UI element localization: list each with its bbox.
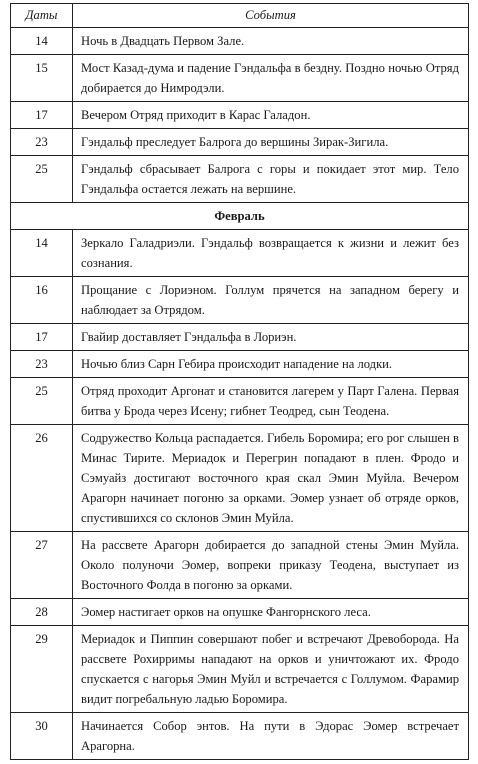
table-row (11, 599, 469, 626)
table-row (11, 28, 469, 55)
row-event: Гэндальф сбрасывает Балрога с горы и покидает этот мир. Тело Гэндальфа остается лежать на вершине. (73, 156, 469, 203)
row-date: 17 (11, 102, 73, 129)
table-row (11, 351, 469, 378)
row-date: 25 (11, 378, 73, 425)
row-event: Прощание с Лориэном. Голлум прячется на западном берегу и наблюдает за Отрядом. (73, 277, 469, 324)
row-date: 23 (11, 129, 73, 156)
row-event: Мериадок и Пиппин совершают побег и встречают Древоборода. На рассвете Рохирримы нападают на орков и уничтожают их. Фродо спускается с нагорья Эмин Муйл и встречается с Голлумом. Фарамир видит погребальную ладью Боромира. (73, 626, 469, 713)
row-date: 26 (11, 425, 73, 532)
row-date: 16 (11, 277, 73, 324)
row-date: 17 (11, 324, 73, 351)
row-event: Мост Казад-дума и падение Гэндальфа в бездну. Поздно ночью Отряд добирается до Нимродэли. (73, 55, 469, 102)
table-row (11, 277, 469, 324)
row-date: 25 (11, 156, 73, 203)
table-row (11, 713, 469, 760)
table-row (11, 230, 469, 277)
table-header-row (11, 4, 469, 28)
row-event: Эомер настигает орков на опушке Фангорнского леса. (73, 599, 469, 626)
row-date: 30 (11, 713, 73, 760)
header-dates: Даты (11, 4, 73, 28)
row-event: Ночь в Двадцать Первом Зале. (73, 28, 469, 55)
table-row (11, 102, 469, 129)
row-date: 23 (11, 351, 73, 378)
row-event: Гэндальф преследует Балрога до вершины Зирак-Зигила. (73, 129, 469, 156)
table-row (11, 532, 469, 599)
row-event: Начинается Собор энтов. На пути в Эдорас Эомер встречает Арагорна. (73, 713, 469, 760)
row-event: Вечером Отряд приходит в Карас Галадон. (73, 102, 469, 129)
row-date: 14 (11, 28, 73, 55)
row-event: На рассвете Арагорн добирается до западной стены Эмин Муйла. Около полуночи Эомер, вопреки приказу Теодена, выступает из Восточного Фолда в погоню за орками. (73, 532, 469, 599)
row-date: 15 (11, 55, 73, 102)
table-row (11, 324, 469, 351)
table-row (11, 156, 469, 203)
row-date: 29 (11, 626, 73, 713)
month-row (11, 203, 469, 230)
table-row (11, 55, 469, 102)
month-label: Февраль (11, 203, 469, 230)
header-events: События (73, 4, 469, 28)
row-event: Гвайир доставляет Гэндальфа в Лориэн. (73, 324, 469, 351)
row-event: Ночью близ Сарн Гебира происходит нападение на лодки. (73, 351, 469, 378)
row-date: 14 (11, 230, 73, 277)
table-row (11, 129, 469, 156)
row-event: Зеркало Галадриэли. Гэндальф возвращается к жизни и лежит без сознания. (73, 230, 469, 277)
chronology-table (10, 3, 469, 760)
table-row (11, 425, 469, 532)
row-event: Содружество Кольца распадается. Гибель Боромира; его рог слышен в Минас Тирите. Мериадок и Перегрин попадают в плен. Фродо и Сэмуайз достигают восточного края скал Эмин Муйла. Вечером Арагорн начинает погоню за орками. Эомер узнает об отряде орков, спустившихся со склонов Эмин Муйла. (73, 425, 469, 532)
table-row (11, 626, 469, 713)
row-event: Отряд проходит Аргонат и становится лагерем у Парт Галена. Первая битва у Брода через Исену; гибнет Теодред, сын Теодена. (73, 378, 469, 425)
row-date: 28 (11, 599, 73, 626)
table-row (11, 378, 469, 425)
row-date: 27 (11, 532, 73, 599)
